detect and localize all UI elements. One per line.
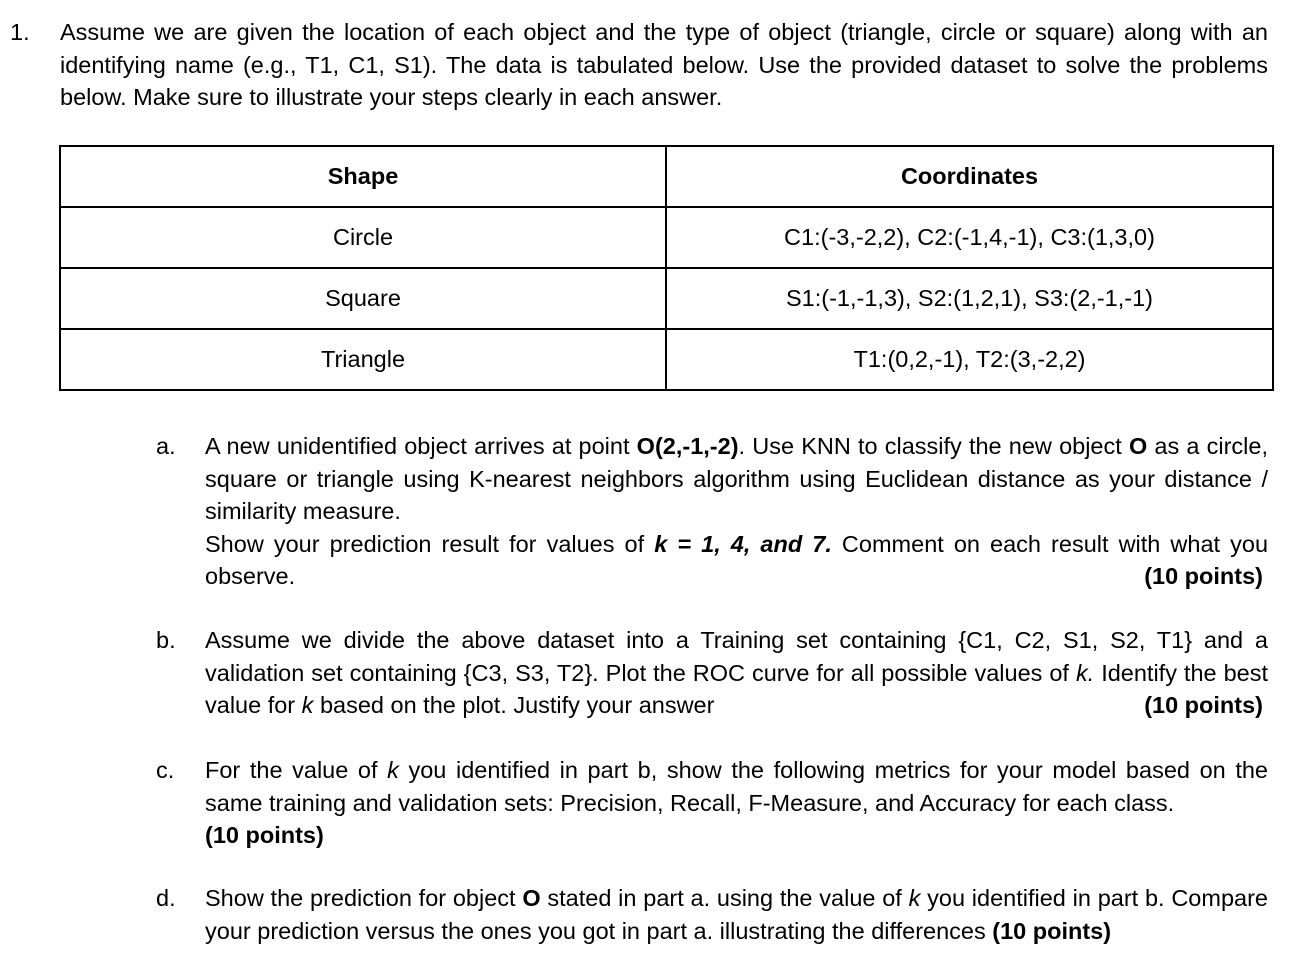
k-variable: k — [301, 692, 314, 718]
point-o-coordinates: O(2,-1,-2) — [636, 433, 739, 459]
text-run: Show your prediction result for values of — [205, 530, 655, 557]
text-run: you identified in part b, show the following metrics for your model based on the same training and validation sets: Precision, Recall, F-Measure, and Accuracy for each class. — [205, 757, 1268, 816]
part-a-letter: a. — [156, 433, 176, 459]
cell-shape: Triangle — [60, 329, 666, 390]
text-run: Identify the best value for — [205, 659, 1268, 718]
data-table — [59, 145, 1274, 391]
question-intro: Assume we are given the location of each object and the type of object (triangle, circle or square) along with an identifying name (e.g., T1, C1, S1). The data is tabulated below. Use the provided dataset to solve the problems below. Make sure to illustrate your steps clearly in each answer. — [60, 19, 1268, 110]
k-values: k = 1, 4, and 7. — [654, 530, 832, 557]
text-run: Comment on each result with what you observe. — [205, 530, 1269, 589]
text-run: Show the prediction for object — [205, 885, 523, 911]
table-row — [60, 329, 1273, 390]
text-run: you identified in part b. Compare your prediction versus the ones you got in part a. illustrating the differences — [205, 885, 1268, 944]
object-o-label: O — [1128, 433, 1148, 459]
cell-shape: Circle — [60, 207, 666, 268]
cell-coordinates: T1:(0,2,-1), T2:(3,-2,2) — [666, 329, 1273, 390]
points-label: (10 points) — [992, 917, 1112, 944]
cell-coordinates: C1:(-3,-2,2), C2:(-1,4,-1), C3:(1,3,0) — [666, 207, 1273, 268]
table-row — [60, 207, 1273, 268]
header-coordinates: Coordinates — [666, 146, 1273, 207]
cell-shape: Square — [60, 268, 666, 329]
part-a-text — [205, 430, 1268, 593]
text-run: A new unidentified object arrives at point — [205, 433, 637, 459]
k-variable: k — [387, 757, 399, 783]
part-d-text — [205, 882, 1268, 947]
part-a-paragraph-1 — [205, 430, 1268, 528]
part-d-paragraph — [205, 882, 1268, 947]
text-run: as a circle, square or triangle using K-nearest neighbors algorithm using Euclidean distance as your distance / similarity measure. — [205, 433, 1268, 524]
points-label: (10 points) — [1144, 692, 1263, 718]
text-run: . Use KNN to classify the new object — [738, 433, 1129, 459]
k-variable: k. — [1075, 659, 1095, 686]
points-label: (10 points) — [1144, 563, 1263, 589]
header-shape: Shape — [60, 146, 666, 207]
part-c-text — [205, 754, 1268, 852]
part-c-paragraph — [205, 754, 1268, 819]
object-o-label: O — [522, 885, 541, 911]
table-header-row — [60, 146, 1273, 207]
part-b-text — [205, 624, 1268, 722]
part-c-letter: c. — [156, 757, 175, 783]
table-row — [60, 268, 1273, 329]
cell-coordinates: S1:(-1,-1,3), S2:(1,2,1), S3:(2,-1,-1) — [666, 268, 1273, 329]
text-run: stated in part a. using the value of — [540, 885, 909, 911]
question-number: 1. — [10, 19, 30, 45]
text-run: Assume we divide the above dataset into a Training set containing {C1, C2, S1, S2, T1} and a validation set containing {C3, S3, T2}. Plot the ROC curve for all possible values of — [205, 627, 1268, 686]
part-d-letter: d. — [156, 885, 176, 911]
part-b-letter: b. — [156, 627, 176, 653]
text-run: based on the plot. Justify your answer — [313, 692, 715, 718]
k-variable: k — [908, 885, 921, 911]
points-label: (10 points) — [205, 822, 324, 848]
text-run: For the value of — [205, 757, 388, 783]
